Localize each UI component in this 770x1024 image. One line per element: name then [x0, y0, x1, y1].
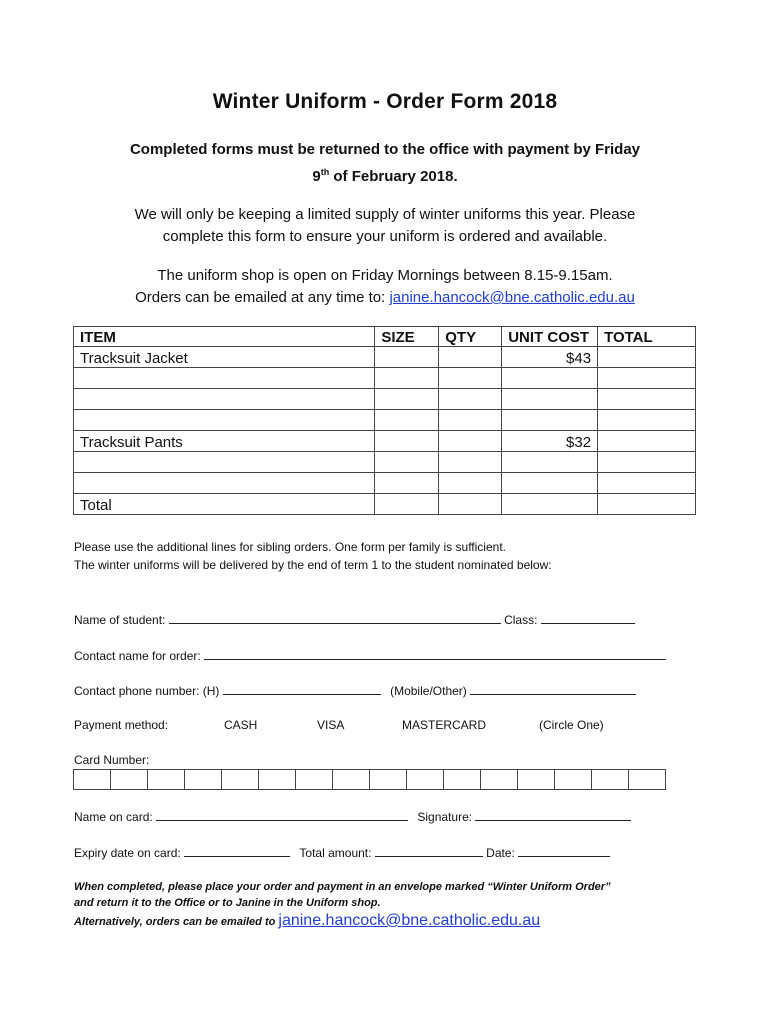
size-cell[interactable] [375, 410, 439, 431]
item-cell: Total [74, 494, 375, 515]
payment-option-cash[interactable]: CASH [224, 718, 258, 732]
item-cell [74, 368, 375, 389]
card-digit-box[interactable] [74, 770, 111, 790]
card-digit-box[interactable] [407, 770, 444, 790]
unit-cost-cell: $43 [502, 347, 598, 368]
size-cell[interactable] [375, 473, 439, 494]
return-deadline-notice [60, 138, 710, 188]
total-cell[interactable] [598, 389, 696, 410]
card-number-boxes [73, 769, 666, 790]
mobile-phone-input[interactable] [470, 682, 636, 695]
item-cell: Tracksuit Pants [74, 431, 375, 452]
deadline-day: 9 [312, 168, 321, 185]
qty-cell[interactable] [439, 368, 502, 389]
qty-cell[interactable] [439, 347, 502, 368]
total-cell[interactable] [598, 410, 696, 431]
home-phone-input[interactable] [223, 682, 381, 695]
unit-cost-cell [502, 389, 598, 410]
instructions-line-1: When completed, please place your order and payment in an envelope marked “Winter Uniform Order” [74, 881, 611, 893]
signature-label: Signature: [417, 810, 473, 824]
qty-cell[interactable] [439, 494, 502, 515]
total-cell[interactable] [598, 473, 696, 494]
size-cell[interactable] [375, 389, 439, 410]
header-item: ITEM [74, 327, 375, 347]
order-row [74, 347, 696, 368]
expiry-input[interactable] [184, 844, 290, 857]
card-number-label: Card Number: [74, 753, 150, 767]
payment-method-row [74, 718, 604, 732]
payment-option-visa[interactable]: VISA [317, 718, 345, 732]
date-label: Date: [486, 846, 515, 860]
contact-name-input[interactable] [204, 647, 666, 660]
intro-line-1: We will only be keeping a limited supply of winter uniforms this year. Please [134, 206, 636, 223]
note-line-1: Please use the additional lines for sibling orders. One form per family is sufficient. [74, 540, 506, 554]
order-row [74, 494, 696, 515]
unit-cost-cell [502, 452, 598, 473]
total-cell[interactable] [598, 452, 696, 473]
unit-cost-cell [502, 473, 598, 494]
qty-cell[interactable] [439, 389, 502, 410]
item-cell [74, 452, 375, 473]
instructions-email-prefix: Alternatively, orders can be emailed to [74, 916, 279, 928]
card-digit-box[interactable] [111, 770, 148, 790]
contact-name-row [74, 647, 666, 663]
item-cell [74, 389, 375, 410]
circle-one-hint: (Circle One) [539, 718, 604, 732]
card-digit-box[interactable] [296, 770, 333, 790]
student-name-row [74, 611, 635, 627]
card-digit-box[interactable] [555, 770, 592, 790]
total-cell[interactable] [598, 347, 696, 368]
size-cell[interactable] [375, 431, 439, 452]
item-cell [74, 473, 375, 494]
total-amount-input[interactable] [375, 844, 483, 857]
mobile-phone-label: (Mobile/Other) [390, 684, 467, 698]
size-cell[interactable] [375, 368, 439, 389]
class-label: Class: [504, 613, 538, 627]
sibling-orders-note [74, 538, 552, 574]
order-row [74, 473, 696, 494]
unit-cost-cell: $32 [502, 431, 598, 452]
card-digit-box[interactable] [222, 770, 259, 790]
header-qty: QTY [439, 327, 502, 347]
payment-method-label: Payment method: [74, 718, 169, 732]
order-table-header [74, 327, 696, 347]
card-digit-box[interactable] [370, 770, 407, 790]
submission-instructions [74, 879, 611, 930]
unit-cost-cell [502, 410, 598, 431]
class-input[interactable] [541, 611, 635, 624]
size-cell[interactable] [375, 347, 439, 368]
card-name-label: Name on card: [74, 810, 153, 824]
header-unit-cost: UNIT COST [502, 327, 598, 347]
card-name-input[interactable] [156, 808, 408, 821]
expiry-row [74, 844, 610, 860]
expiry-label: Expiry date on card: [74, 846, 181, 860]
contact-email-link[interactable]: janine.hancock@bne.catholic.edu.au [389, 289, 635, 306]
intro-paragraph [80, 204, 690, 248]
size-cell[interactable] [375, 452, 439, 473]
size-cell[interactable] [375, 494, 439, 515]
order-row [74, 452, 696, 473]
note-line-2: The winter uniforms will be delivered by the end of term 1 to the student nominated below: [74, 558, 552, 572]
deadline-line-1: Completed forms must be returned to the office with payment by Friday [129, 141, 641, 158]
student-name-label: Name of student: [74, 613, 166, 627]
item-cell: Tracksuit Jacket [74, 347, 375, 368]
card-digit-box[interactable] [333, 770, 370, 790]
email-line [0, 287, 770, 309]
header-total: TOTAL [598, 327, 696, 347]
email-prefix: Orders can be emailed at any time to: [135, 289, 390, 306]
total-cell[interactable] [598, 431, 696, 452]
hours-line: The uniform shop is open on Friday Mornings between 8.15-9.15am. [157, 267, 613, 284]
qty-cell[interactable] [439, 452, 502, 473]
shop-hours-paragraph [0, 265, 770, 309]
header-size: SIZE [375, 327, 439, 347]
total-amount-label: Total amount: [299, 846, 372, 860]
item-cell [74, 410, 375, 431]
card-digit-box[interactable] [259, 770, 296, 790]
order-row [74, 431, 696, 452]
card-digit-box[interactable] [185, 770, 222, 790]
footer-email-link[interactable]: janine.hancock@bne.catholic.edu.au [278, 912, 541, 929]
order-row [74, 368, 696, 389]
form-title: Winter Uniform - Order Form 2018 [212, 90, 558, 113]
unit-cost-cell [502, 494, 598, 515]
order-row [74, 410, 696, 431]
signature-input[interactable] [475, 808, 631, 821]
card-digit-box[interactable] [148, 770, 185, 790]
card-digit-box[interactable] [592, 770, 629, 790]
card-digit-box[interactable] [481, 770, 518, 790]
card-digit-box[interactable] [444, 770, 481, 790]
instructions-line-2: and return it to the Office or to Janine in the Uniform shop. [74, 897, 381, 909]
contact-name-label: Contact name for order: [74, 649, 201, 663]
deadline-line-2 [60, 161, 710, 188]
card-digit-box[interactable] [518, 770, 555, 790]
deadline-month: of February 2018. [329, 168, 458, 185]
order-table [73, 326, 696, 515]
home-phone-label: Contact phone number: (H) [74, 684, 220, 698]
total-cell[interactable] [598, 368, 696, 389]
contact-phone-row [74, 682, 636, 698]
intro-line-2: complete this form to ensure your uniform is ordered and available. [162, 228, 608, 245]
qty-cell[interactable] [439, 410, 502, 431]
deadline-day-suffix: th [320, 167, 330, 177]
order-row [74, 389, 696, 410]
qty-cell[interactable] [439, 473, 502, 494]
payment-option-mastercard[interactable]: MASTERCARD [402, 718, 487, 732]
total-cell[interactable] [598, 494, 696, 515]
unit-cost-cell [502, 368, 598, 389]
instructions-line-3 [74, 913, 611, 930]
card-name-row [74, 808, 631, 824]
date-input[interactable] [518, 844, 610, 857]
card-digit-box[interactable] [629, 770, 666, 790]
qty-cell[interactable] [439, 431, 502, 452]
student-name-input[interactable] [169, 611, 501, 624]
